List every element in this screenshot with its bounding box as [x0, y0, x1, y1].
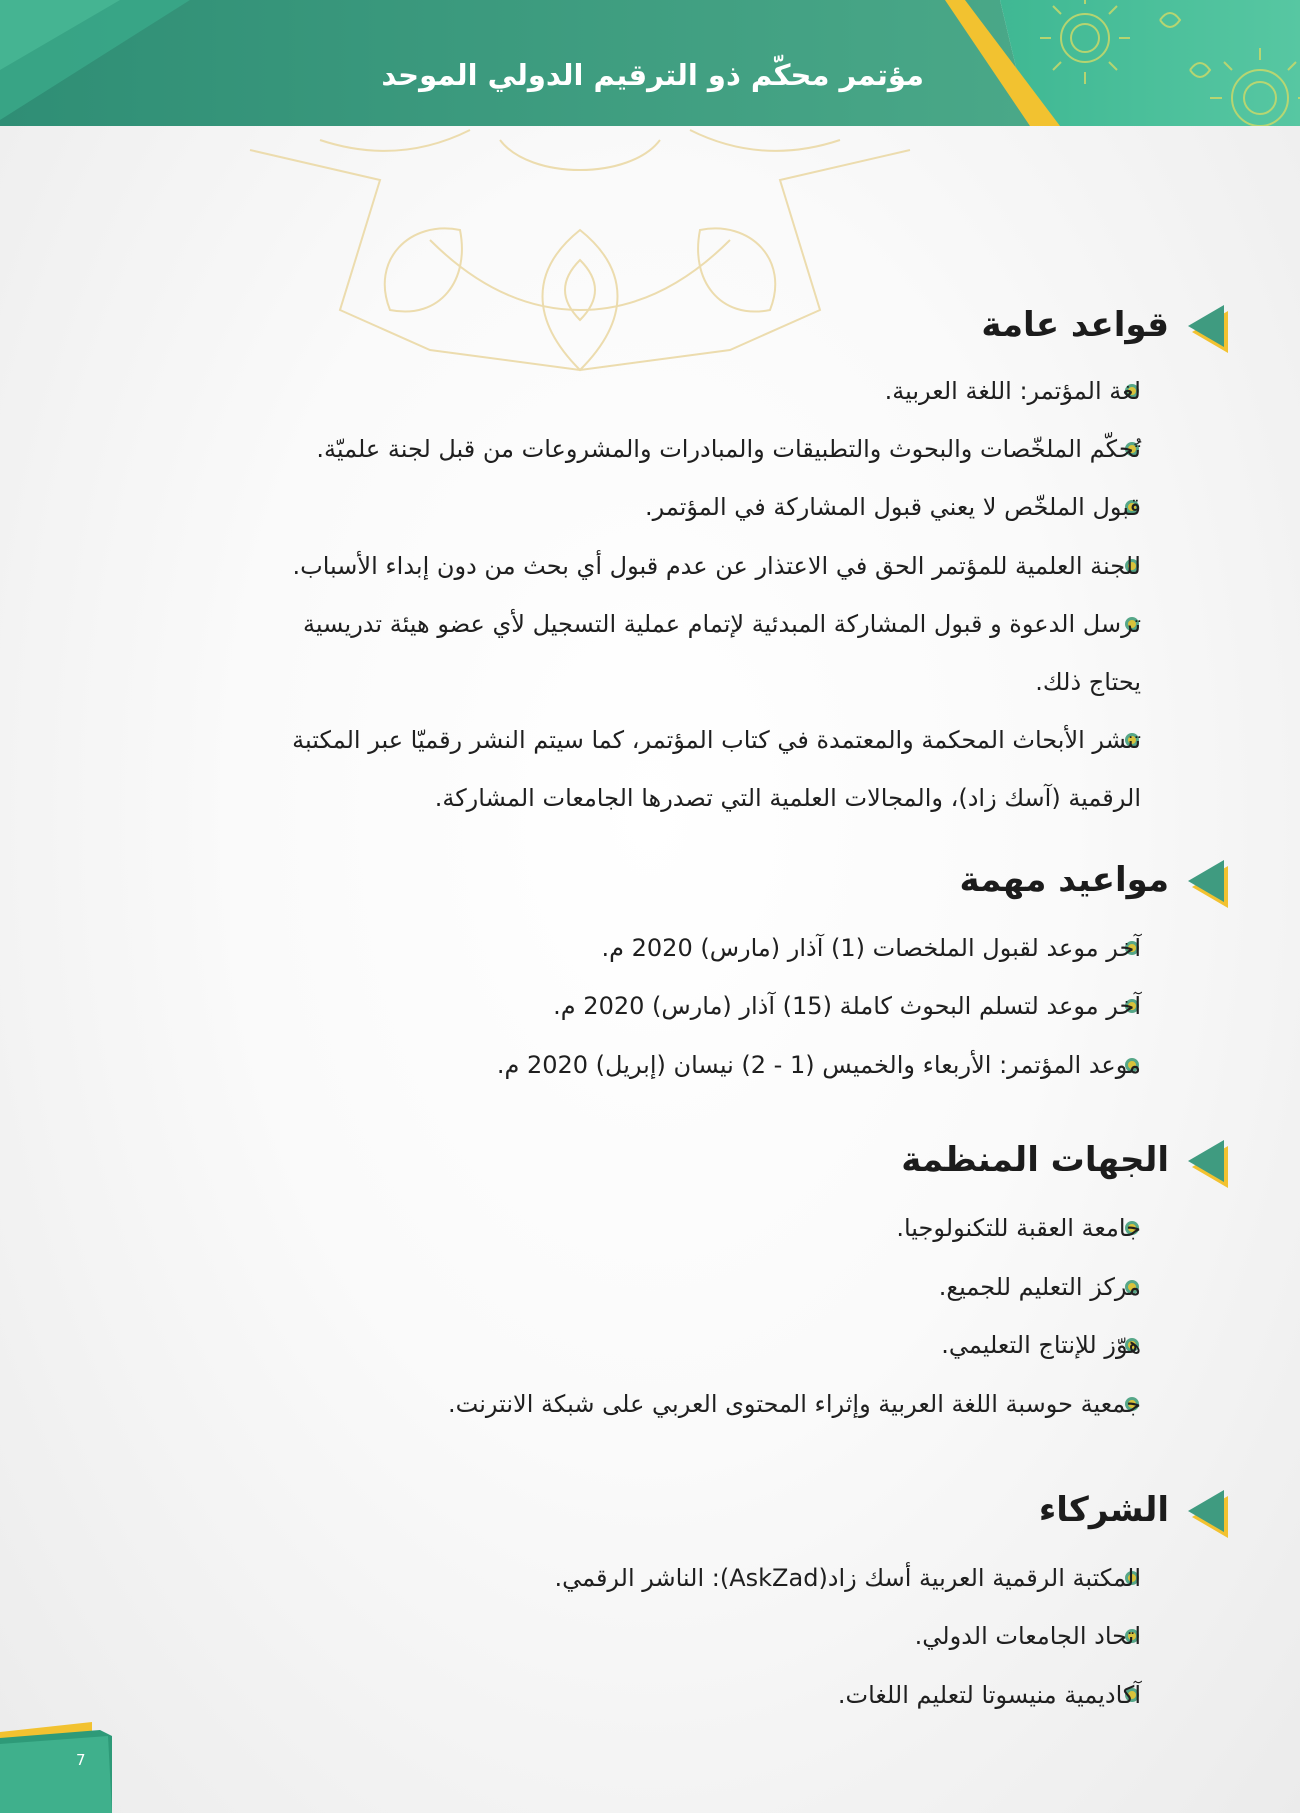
- list-item-continuation: الرقمية (آسك زاد)، والمجالات العلمية التي تصدرها الجامعات المشاركة.: [434, 784, 1141, 812]
- list-item-continuation: يحتاج ذلك.: [1035, 668, 1141, 696]
- list-item: المكتبة الرقمية العربية أسك زاد(AskZad): الناشر الرقمي.: [554, 1564, 1141, 1592]
- list-item: آخر موعد لقبول الملخصات (1) آذار (مارس) 2020 م.: [601, 934, 1141, 962]
- list-item: هوّز للإنتاج التعليمي.: [941, 1331, 1141, 1359]
- list-item: جامعة العقبة للتكنولوجيا.: [896, 1214, 1141, 1242]
- header-banner: [0, 0, 1300, 126]
- ornament-icon: [230, 120, 930, 380]
- triangle-marker-icon: [1186, 860, 1228, 908]
- section-heading: مواعيد مهمة: [959, 860, 1169, 900]
- list-item: جمعية حوسبة اللغة العربية وإثراء المحتوى العربي على شبكة الانترنت.: [448, 1390, 1141, 1418]
- section-heading: الجهات المنظمة: [901, 1140, 1169, 1180]
- section-heading: قواعد عامة: [981, 305, 1169, 345]
- list-item: اتحاد الجامعات الدولي.: [914, 1622, 1141, 1650]
- list-item: مركز التعليم للجميع.: [938, 1273, 1141, 1301]
- section-heading: الشركاء: [1038, 1490, 1169, 1530]
- triangle-marker-icon: [1186, 1140, 1228, 1188]
- list-item: موعد المؤتمر: الأربعاء والخميس (1 - 2) نيسان (إبريل) 2020 م.: [496, 1051, 1141, 1079]
- list-item: قبول الملخّص لا يعني قبول المشاركة في المؤتمر.: [644, 493, 1141, 521]
- list-item: تنشر الأبحاث المحكمة والمعتمدة في كتاب المؤتمر، كما سيتم النشر رقميّا عبر المكتبة: [292, 726, 1141, 754]
- list-item: تُحكّم الملخّصات والبحوث والتطبيقات والمبادرات والمشروعات من قبل لجنة علميّة.: [316, 435, 1141, 463]
- triangle-marker-icon: [1186, 1490, 1228, 1538]
- page-corner-icon: [0, 1722, 115, 1813]
- page-number: 7: [76, 1751, 86, 1769]
- list-item: ترسل الدعوة و قبول المشاركة المبدئية لإتمام عملية التسجيل لأي عضو هيئة تدريسية: [303, 610, 1141, 638]
- triangle-marker-icon: [1186, 305, 1228, 353]
- list-item: آخر موعد لتسلم البحوث كاملة (15) آذار (مارس) 2020 م.: [553, 992, 1141, 1020]
- list-item: لغة المؤتمر: اللغة العربية.: [884, 377, 1141, 405]
- list-item: للجنة العلمية للمؤتمر الحق في الاعتذار عن عدم قبول أي بحث من دون إبداء الأسباب.: [292, 552, 1141, 580]
- list-item: آكاديمية منيسوتا لتعليم اللغات.: [837, 1681, 1141, 1709]
- header-title: مؤتمر محكّم ذو الترقيم الدولي الموحد: [381, 58, 924, 92]
